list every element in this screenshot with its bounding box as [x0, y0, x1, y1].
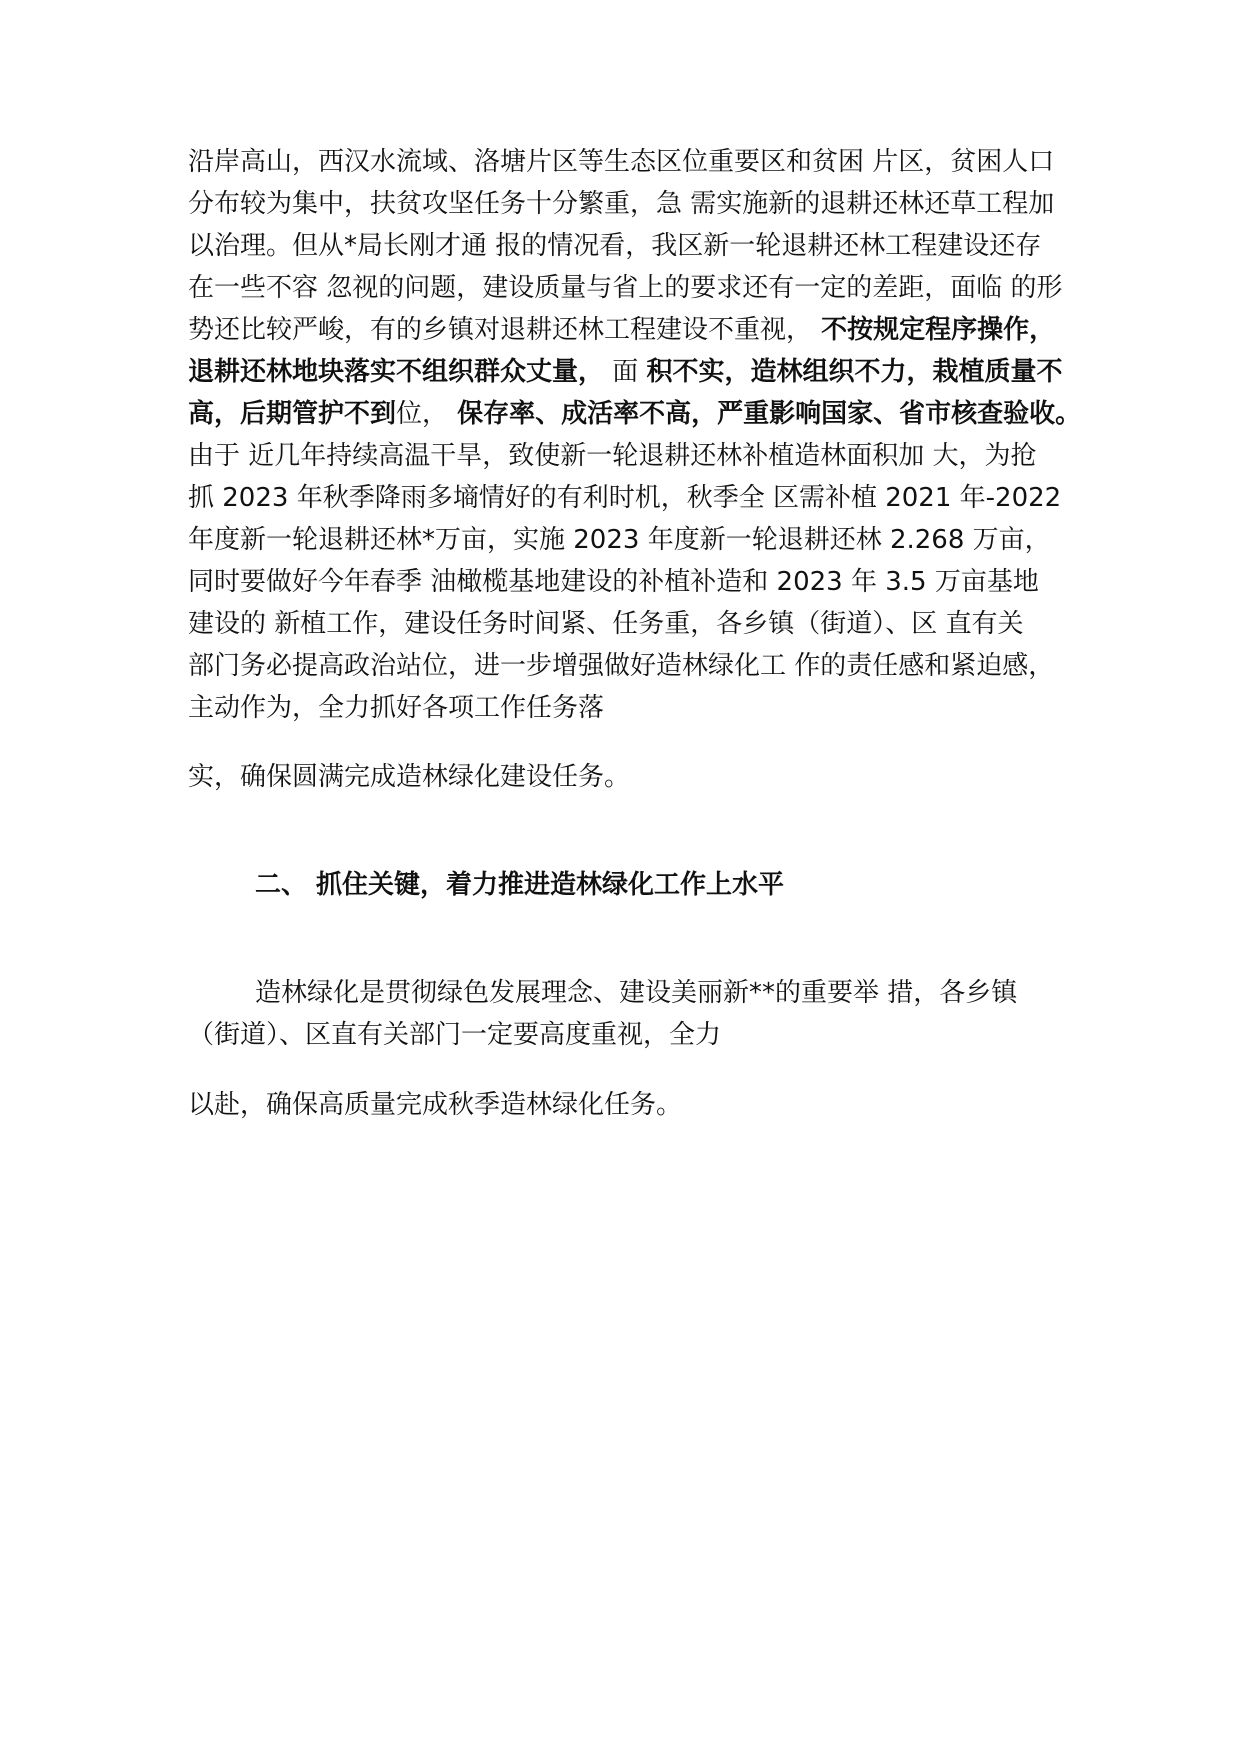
paragraph-1-line-3: 以治理。但从*局长刚才通 报的情况看，我区新一轮退耕还林工程建设还存	[188, 231, 1042, 261]
paragraph-1-line-10: 年度新一轮退耕还林*万亩，实施 2023 年度新一轮退耕还林 2.268 万亩，	[188, 525, 1051, 555]
paragraph-2-line-1: 造林绿化是贯彻绿色发展理念、建设美丽新**的重要举 措，各乡镇	[255, 978, 1018, 1008]
paragraph-1-line-7-text: 位，	[396, 399, 449, 429]
paragraph-1-line-12: 建设的 新植工作，建设任务时间紧、任务重，各乡镇（街道）、区 直有关	[188, 609, 1024, 639]
paragraph-1-line-11: 同时要做好今年春季 油橄榄基地建设的补植补造和 2023 年 3.5 万亩基地	[188, 567, 1039, 597]
paragraph-1-line-14: 主动作为，全力抓好各项工作任务落	[188, 693, 605, 723]
paragraph-1-line-5-bold: 不按规定程序操作，	[812, 315, 1056, 345]
paragraph-2-line-2: （街道）、区直有关部门一定要高度重视，全力	[188, 1020, 722, 1050]
paragraph-1-line-7-bold-b: 保存率、成活率不高，严重影响国家、省市核查验收。	[448, 399, 1082, 429]
paragraph-1-line-2: 分布较为集中，扶贫攻坚任务十分繁重，急 需实施新的退耕还林还草工程加	[188, 189, 1055, 219]
paragraph-1-line-5-text: 势还比较严峻，有的乡镇对退耕还林工程建设不重视，	[188, 315, 813, 345]
paragraph-1-line-4: 在一些不容 忽视的问题，建设质量与省上的要求还有一定的差距，面临 的形	[188, 273, 1063, 303]
paragraph-1-line-13: 部门务必提高政治站位，进一步增强做好造林绿化工 作的责任感和紧迫感，	[188, 651, 1055, 681]
paragraph-1-line-6-bold-b: 积不实，造林组织不力，栽植质量不	[646, 357, 1063, 387]
paragraph-1-line-8: 由于 近几年持续高温干旱，致使新一轮退耕还林补植造林面积加 大，为抢	[188, 441, 1037, 471]
paragraph-1-line-7-bold-a: 高，后期管护不到	[188, 399, 397, 429]
paragraph-1-line-9: 抓 2023 年秋季降雨多墒情好的有利时机，秋季全 区需补植 2021 年-2022	[188, 483, 1062, 513]
paragraph-1-line-1: 沿岸高山，西汉水流域、洛塘片区等生态区位重要区和贫困 片区，贫困人口	[188, 147, 1055, 177]
paragraph-1-line-15: 实，确保圆满完成造林绿化建设任务。	[188, 762, 631, 792]
paragraph-1-line-7	[188, 397, 1081, 431]
paragraph-1-line-6-text: 面	[604, 357, 647, 387]
paragraph-1-line-6-bold-a: 退耕还林地块落实不组织群众丈量，	[188, 357, 605, 387]
paragraph-1-line-6	[188, 355, 1063, 389]
paragraph-1-line-5	[188, 313, 1055, 347]
paragraph-2-line-3: 以赴，确保高质量完成秋季造林绿化任务。	[188, 1090, 683, 1120]
section-heading-2: 二、 抓住关键，着力推进造林绿化工作上水平	[255, 870, 785, 900]
